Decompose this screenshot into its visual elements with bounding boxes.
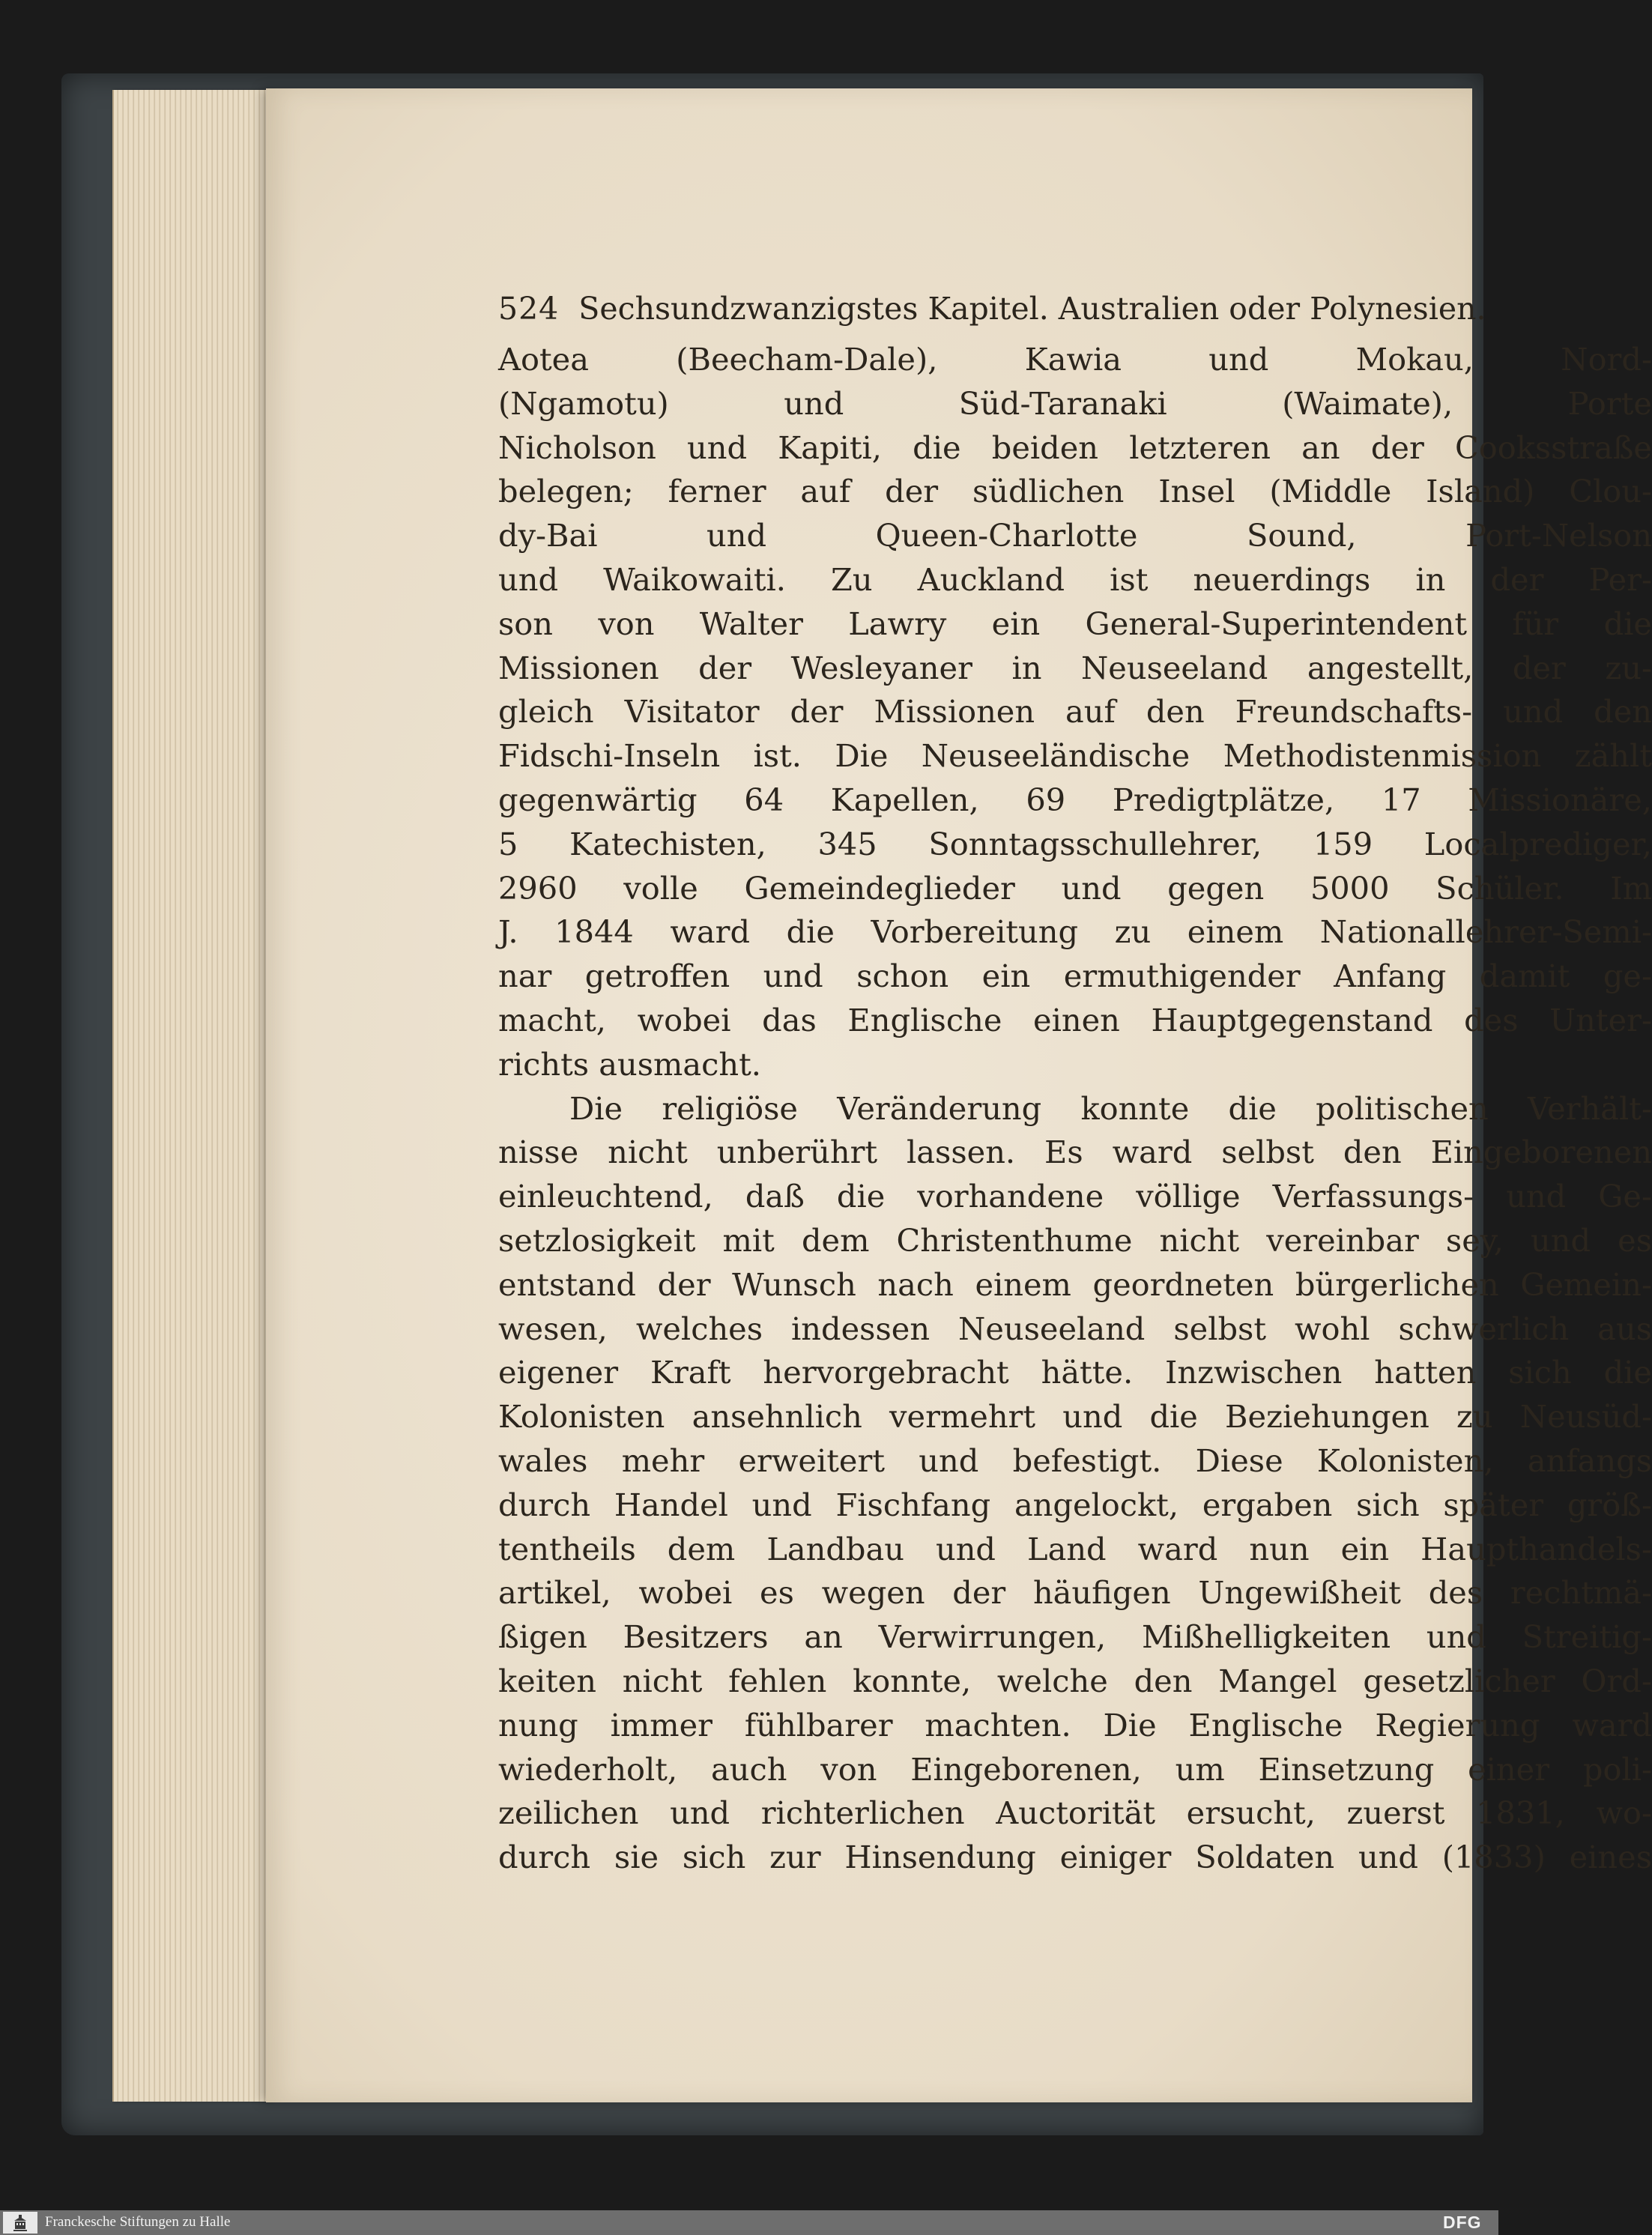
text-line: setzlosigkeit mit dem Christenthume nicht vereinbar sey, und es (498, 1221, 1652, 1259)
text-line: wales mehr erweitert und befestigt. Diese Kolonisten, anfangs (498, 1442, 1652, 1479)
text-line: zeilichen und richterlichen Auctorität ersucht, zuerst 1831, wo- (498, 1794, 1652, 1832)
footer-dfg-badge: DFG (1443, 2213, 1482, 2232)
text-line: Aotea (Beecham-Dale), Kawia und Mokau, Nord- (498, 341, 1652, 378)
text-line: wiederholt, auch von Eingeborenen, um Einsetzung einer poli- (498, 1750, 1652, 1788)
book-page (266, 88, 1652, 2102)
text-line: durch sie sich zur Hinsendung einiger Soldaten und (1833) eines (498, 1839, 1652, 1876)
text-line: tentheils dem Landbau und Land ward nun ein Haupthandels- (498, 1530, 1652, 1567)
text-line: 5 Katechisten, 345 Sonntagsschullehrer, 159 Localprediger, (498, 825, 1652, 862)
text-line: 2960 volle Gemeindeglieder und gegen 5000 Schüler. Im (498, 869, 1652, 907)
text-line: wesen, welches indessen Neuseeland selbst wohl schwerlich aus (498, 1310, 1652, 1347)
body-text (498, 338, 1652, 1880)
text-line: Kolonisten ansehnlich vermehrt und die Beziehungen zu Neusüd- (498, 1398, 1652, 1436)
text-line: und Waikowaiti. Zu Auckland ist neuerdings in der Per- (498, 560, 1652, 598)
text-line: macht, wobei das Englische einen Hauptgegenstand des Unter- (498, 1001, 1652, 1038)
page-header (498, 291, 1652, 327)
text-line: artikel, wobei es wegen der häufigen Ungewißheit des rechtmä- (498, 1574, 1652, 1612)
text-line: einleuchtend, daß die vorhandene völlige Verfassungs- und Ge- (498, 1178, 1652, 1215)
text-line: (Ngamotu) und Süd-Taranaki (Waimate), Porte (498, 384, 1652, 422)
paragraph-start-line: Die religiöse Veränderung konnte die politischen Verhält- (569, 1089, 1652, 1127)
text-line: Fidschi-Inseln ist. Die Neuseeländische Methodistenmission zählt (498, 737, 1652, 775)
text-line: entstand der Wunsch nach einem geordneten bürgerlichen Gemein- (498, 1265, 1652, 1303)
text-line: eigener Kraft hervorgebracht hätte. Inzwischen hatten sich die (498, 1354, 1652, 1391)
page-edges (112, 90, 271, 2102)
paragraph-end-line: richts ausmacht. (498, 1045, 761, 1083)
text-line: ßigen Besitzers an Verwirrungen, Mißhelligkeiten und Streitig- (498, 1618, 1652, 1656)
text-line: gleich Visitator der Missionen auf den Freundschafts- und den (498, 693, 1652, 731)
text-line: dy-Bai und Queen-Charlotte Sound, Port-Nelson (498, 517, 1652, 554)
text-line: Nicholson und Kapiti, die beiden letzteren an der Cooksstraße (498, 429, 1652, 466)
running-title: Sechsundzwanzigstes Kapitel. Australien oder Polynesien. (578, 291, 1486, 327)
text-line: durch Handel und Fischfang angelockt, ergaben sich später größ- (498, 1486, 1652, 1523)
text-line: son von Walter Lawry ein General-Superintendent für die (498, 605, 1652, 642)
institution-logo-icon (3, 2212, 37, 2234)
footer-institution-name: Franckesche Stiftungen zu Halle (45, 2214, 231, 2230)
text-line: nung immer fühlbarer machten. Die Englische Regierung ward (498, 1706, 1652, 1743)
text-line: gegenwärtig 64 Kapellen, 69 Predigtplätze, 17 Missionäre, (498, 781, 1652, 818)
text-line: nar getroffen und schon ein ermuthigender Anfang damit ge- (498, 958, 1652, 995)
text-line: Missionen der Wesleyaner in Neuseeland angestellt, der zu- (498, 649, 1652, 686)
text-line: belegen; ferner auf der südlichen Insel (Middle Island) Clou- (498, 473, 1652, 510)
text-line: keiten nicht fehlen konnte, welche den Mangel gesetzlicher Ord- (498, 1662, 1652, 1699)
text-line: nisse nicht unberührt lassen. Es ward selbst den Eingeborenen (498, 1134, 1652, 1171)
text-line: J. 1844 ward die Vorbereitung zu einem Nationallehrer-Semi- (498, 913, 1652, 951)
page-number: 524 (498, 291, 560, 327)
